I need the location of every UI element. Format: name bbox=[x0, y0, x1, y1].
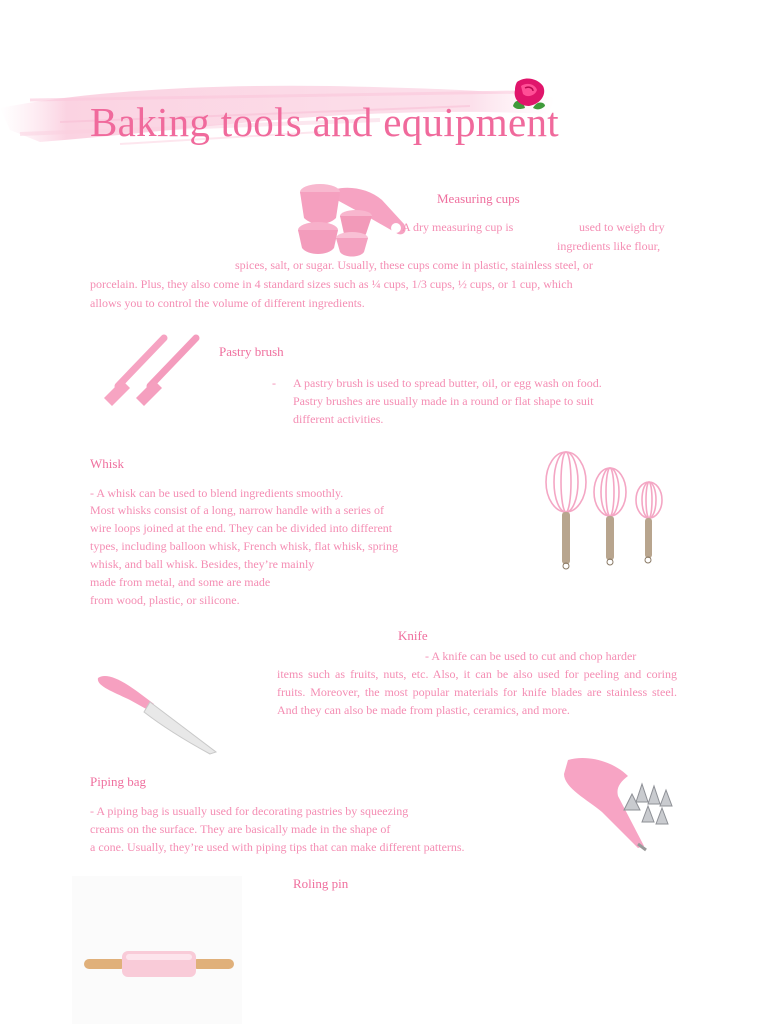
pastry-brush-text-line: A pastry brush is used to spread butter, oil, or egg wash on food. bbox=[293, 376, 602, 390]
whisk-text-line: whisk, and ball whisk. Besides, they’re mainly bbox=[90, 557, 315, 571]
measuring-cups-text-line: used to weigh dry bbox=[579, 220, 665, 234]
page-title: Baking tools and equipment bbox=[90, 99, 559, 145]
piping-bag-image bbox=[558, 754, 682, 852]
knife-heading: Knife bbox=[398, 628, 428, 643]
knife-text-line: - A knife can be used to cut and chop harder bbox=[425, 649, 637, 663]
whisk-heading: Whisk bbox=[90, 456, 124, 471]
piping-bag-text-line: - A piping bag is usually used for decorating pastries by squeezing bbox=[90, 804, 409, 818]
measuring-cups-text-line: allows you to control the volume of different ingredients. bbox=[90, 296, 365, 310]
rolling-pin-image bbox=[80, 946, 238, 980]
whisk-image bbox=[540, 448, 670, 574]
knife-image bbox=[92, 670, 218, 756]
whisk-text-line: types, including balloon whisk, French whisk, flat whisk, spring bbox=[90, 539, 398, 553]
knife-text-paragraph: items such as fruits, nuts, etc. Also, it can be also used for peeling and coring fruits. Moreover, the most popular materials for knife blades are stainless steel. And they can also be made from plastic, ceramics, and more. bbox=[277, 667, 677, 717]
whisk-text-line: wire loops joined at the end. They can be divided into different bbox=[90, 521, 393, 535]
whisk-text-line: made from metal, and some are made bbox=[90, 575, 271, 589]
whisk-text-line: - A whisk can be used to blend ingredients smoothly. bbox=[90, 486, 344, 500]
whisk-text-line: Most whisks consist of a long, narrow handle with a series of bbox=[90, 503, 384, 517]
rolling-pin-heading: Roling pin bbox=[293, 876, 349, 891]
measuring-cups-image bbox=[286, 174, 412, 260]
measuring-cups-text-line: A dry measuring cup is bbox=[402, 220, 514, 234]
piping-bag-text-line: creams on the surface. They are basically made in the shape of bbox=[90, 822, 391, 836]
measuring-cups-text-line: porcelain. Plus, they also come in 4 standard sizes such as ¼ cups, 1/3 cups, ½ cups, or 1 cup, which bbox=[90, 277, 573, 291]
measuring-cups-heading: Measuring cups bbox=[437, 191, 520, 206]
pastry-brush-text-line: Pastry brushes are usually made in a round or flat shape to suit bbox=[293, 394, 594, 408]
whisk-text-line: from wood, plastic, or silicone. bbox=[90, 593, 240, 607]
pastry-brush-heading: Pastry brush bbox=[219, 344, 284, 359]
measuring-cups-text-line: ingredients like flour, bbox=[557, 239, 661, 253]
pastry-brush-dash: - bbox=[272, 376, 276, 390]
pastry-brush-text-line: different activities. bbox=[293, 412, 384, 426]
piping-bag-text-line: a cone. Usually, they’re used with piping tips that can make different patterns. bbox=[90, 840, 465, 854]
measuring-cups-text-line: spices, salt, or sugar. Usually, these cups come in plastic, stainless steel, or bbox=[235, 258, 593, 272]
pastry-brush-image bbox=[92, 330, 208, 410]
piping-bag-heading: Piping bag bbox=[90, 774, 146, 789]
